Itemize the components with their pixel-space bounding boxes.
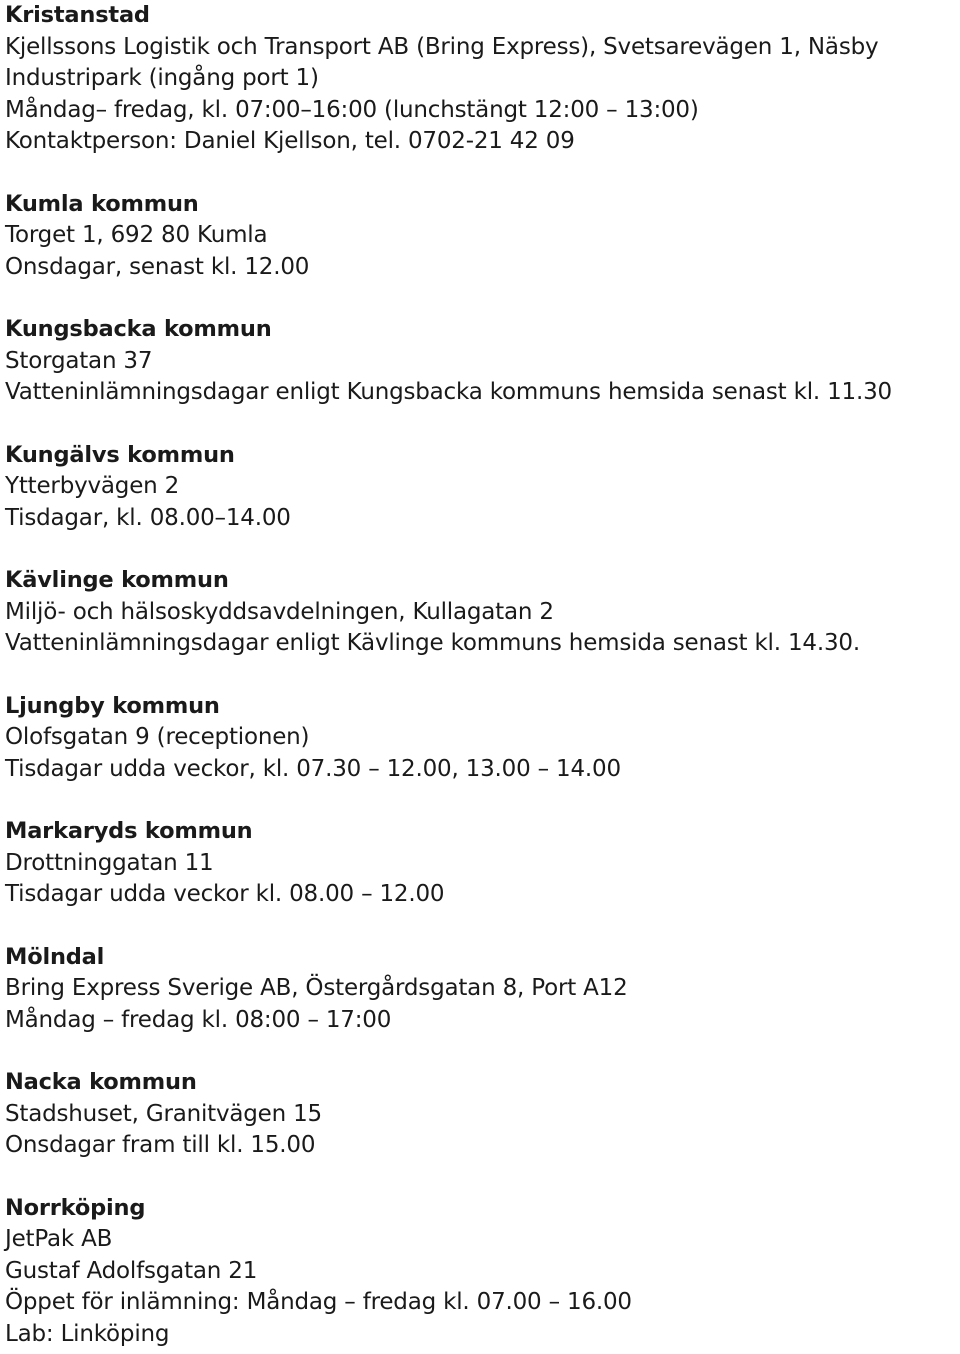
entry-line: Tisdagar udda veckor, kl. 07.30 – 12.00, 13.00 – 14.00 <box>5 755 621 782</box>
entry-name: Kristanstad <box>5 2 150 28</box>
entry-line: Storgatan 37 <box>5 347 153 374</box>
entry-molndal <box>5 942 955 1037</box>
entry-kungalv <box>5 440 955 535</box>
entry-name: Markaryds kommun <box>5 818 253 844</box>
entry-name: Kävlinge kommun <box>5 567 229 593</box>
entry-kungsbacka <box>5 314 955 409</box>
entry-line: Måndag– fredag, kl. 07:00–16:00 (lunchstängt 12:00 – 13:00) <box>5 96 699 123</box>
entry-line: Stadshuset, Granitvägen 15 <box>5 1100 322 1127</box>
entry-line: Gustaf Adolfsgatan 21 <box>5 1257 258 1284</box>
entry-line: Onsdagar fram till kl. 15.00 <box>5 1132 316 1158</box>
entry-name: Nacka kommun <box>5 1069 197 1095</box>
entry-ljungby <box>5 691 955 786</box>
entry-line: Tisdagar, kl. 08.00–14.00 <box>5 504 291 531</box>
entry-nacka <box>5 1067 955 1162</box>
entry-line: Vatteninlämningsdagar enligt Kungsbacka kommuns hemsida senast kl. 11.30 <box>5 379 892 405</box>
entry-line: Olofsgatan 9 (receptionen) <box>5 724 310 750</box>
entry-name: Mölndal <box>5 943 105 970</box>
entry-line: Tisdagar udda veckor kl. 08.00 – 12.00 <box>5 881 445 907</box>
entry-line: Onsdagar, senast kl. 12.00 <box>5 253 310 280</box>
entry-name: Ljungby kommun <box>5 692 220 719</box>
entry-line: Kontaktperson: Daniel Kjellson, tel. 0702-21 42 09 <box>5 128 575 154</box>
entry-line: Måndag – fredag kl. 08:00 – 17:00 <box>5 1006 392 1033</box>
document-page <box>5 0 955 1350</box>
entry-name: Norrköping <box>5 1194 146 1221</box>
entry-name: Kungsbacka kommun <box>5 316 272 342</box>
entry-kumla <box>5 189 955 284</box>
entry-line: Kjellssons Logistik och Transport AB (Bring Express), Svetsarevägen 1, Näsby Industripark (ingång port 1) <box>5 33 879 91</box>
entry-line: Bring Express Sverige AB, Östergårdsgatan 8, Port A12 <box>5 975 628 1001</box>
entry-kristanstad <box>5 0 955 158</box>
entry-line: Miljö- och hälsoskyddsavdelningen, Kullagatan 2 <box>5 598 554 625</box>
entry-line: Ytterbyvägen 2 <box>5 473 180 499</box>
entry-name: Kumla kommun <box>5 190 199 217</box>
entry-kavlinge <box>5 565 955 660</box>
entry-line: Öppet för inlämning: Måndag – fredag kl. 07.00 – 16.00 <box>5 1289 632 1315</box>
entry-line: Vatteninlämningsdagar enligt Kävlinge kommuns hemsida senast kl. 14.30. <box>5 630 860 656</box>
entry-markaryd <box>5 816 955 911</box>
entry-line: Lab: Linköping <box>5 1320 170 1347</box>
entry-name: Kungälvs kommun <box>5 441 235 468</box>
entry-norrkoping <box>5 1193 955 1351</box>
entry-line: JetPak AB <box>5 1226 113 1252</box>
entry-line: Torget 1, 692 80 Kumla <box>5 222 268 248</box>
entry-line: Drottninggatan 11 <box>5 849 214 876</box>
